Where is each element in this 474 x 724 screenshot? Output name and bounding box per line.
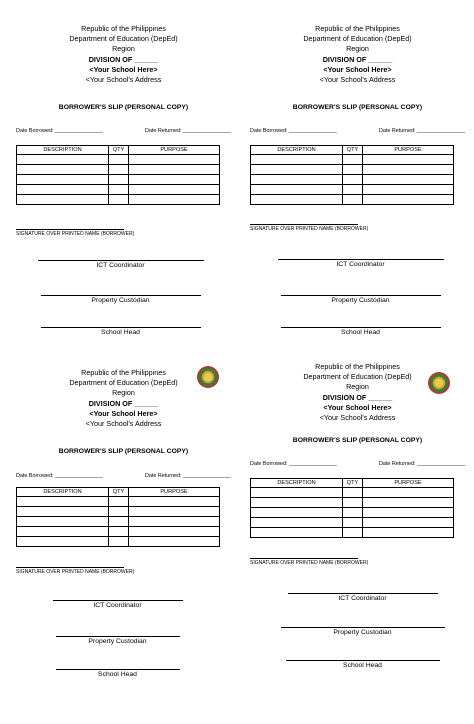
date-borrowed: Date Borrowed: ________________ <box>250 128 337 134</box>
column-purpose: PURPOSE <box>363 479 454 488</box>
letterhead <box>16 368 231 429</box>
school-address: <Your School's Address <box>319 75 396 85</box>
republic-line: Republic of the Philippines <box>315 24 400 33</box>
property-custodian-signature <box>260 627 465 636</box>
slip-title: BORROWER'S SLIP (PERSONAL COPY) <box>58 448 189 455</box>
date-fields <box>16 473 231 479</box>
republic-line: Republic of the Philippines <box>81 24 166 33</box>
table-row <box>251 185 454 195</box>
ict-coordinator-signature <box>260 593 465 602</box>
table-row <box>251 487 454 497</box>
borrower-signature-label: SIGNATURE OVER PRINTED NAME (BORROWER) <box>250 560 369 566</box>
department-line: Department of Education (DepEd) <box>303 34 412 44</box>
republic-line: Republic of the Philippines <box>81 368 166 377</box>
ict-coordinator-signature <box>256 259 465 268</box>
date-returned: Date Returned: ________________ <box>144 473 231 479</box>
ict-coordinator-signature <box>4 600 231 609</box>
items-table <box>250 145 454 205</box>
school-name: <Your School Here> <box>89 64 158 74</box>
school-head-label: School Head <box>343 662 382 669</box>
letterhead <box>16 24 231 85</box>
borrower-signature-label: SIGNATURE OVER PRINTED NAME (BORROWER) <box>250 226 369 232</box>
republic-line: Republic of the Philippines <box>315 362 400 371</box>
column-purpose: PURPOSE <box>363 146 454 155</box>
table-row <box>17 506 220 516</box>
school-address: <Your School's Address <box>85 75 162 85</box>
school-name: <Your School Here> <box>323 64 392 74</box>
table-header-row <box>251 479 454 488</box>
school-name: <Your School Here> <box>89 408 158 418</box>
table-row <box>17 164 220 174</box>
date-returned: Date Returned: ________________ <box>378 128 465 134</box>
borrower-signature <box>16 229 134 237</box>
table-row <box>251 507 454 517</box>
date-fields <box>250 461 465 467</box>
table-row <box>251 528 454 538</box>
date-returned: Date Returned: ________________ <box>144 128 231 134</box>
table-row <box>251 518 454 528</box>
department-line: Department of Education (DepEd) <box>69 378 178 388</box>
school-head-label: School Head <box>98 671 137 678</box>
property-custodian-signature <box>256 295 465 304</box>
date-fields <box>250 128 465 134</box>
property-custodian-signature <box>10 295 231 304</box>
property-custodian-label: Property Custodian <box>333 629 392 636</box>
ict-coordinator-label: ICT Coordinator <box>338 595 387 602</box>
date-fields <box>16 128 231 134</box>
items-table <box>16 145 220 205</box>
table-header-row <box>251 146 454 155</box>
division-line: DIVISION OF ______ <box>322 392 393 402</box>
column-purpose: PURPOSE <box>129 488 220 497</box>
division-line: DIVISION OF ______ <box>88 54 159 64</box>
slip-title: BORROWER'S SLIP (PERSONAL COPY) <box>292 104 423 111</box>
table-row <box>251 174 454 184</box>
table-row <box>17 537 220 547</box>
table-header-row <box>17 146 220 155</box>
school-head-label: School Head <box>101 329 140 336</box>
table-row <box>251 195 454 205</box>
column-qty: QTY <box>109 488 129 497</box>
school-head-signature <box>256 327 465 336</box>
column-description: DESCRIPTION <box>251 146 343 155</box>
borrower-signature <box>250 558 368 566</box>
ict-coordinator-signature <box>10 260 231 269</box>
table-row <box>17 185 220 195</box>
region-line: Region <box>346 382 369 392</box>
letterhead <box>250 362 465 423</box>
date-borrowed: Date Borrowed: ________________ <box>16 473 103 479</box>
column-description: DESCRIPTION <box>17 488 109 497</box>
column-qty: QTY <box>109 146 129 155</box>
table-row <box>17 516 220 526</box>
borrower-signature <box>16 567 134 575</box>
slip-title: BORROWER'S SLIP (PERSONAL COPY) <box>292 437 423 444</box>
school-head-label: School Head <box>341 329 380 336</box>
letterhead <box>250 24 465 85</box>
ict-coordinator-label: ICT Coordinator <box>93 602 142 609</box>
school-head-signature <box>10 327 231 336</box>
property-custodian-signature <box>4 636 231 645</box>
column-purpose: PURPOSE <box>129 146 220 155</box>
date-returned: Date Returned: ________________ <box>378 461 465 467</box>
table-row <box>17 527 220 537</box>
date-borrowed: Date Borrowed: ________________ <box>16 128 103 134</box>
column-description: DESCRIPTION <box>17 146 109 155</box>
department-line: Department of Education (DepEd) <box>303 372 412 382</box>
school-address: <Your School's Address <box>85 419 162 429</box>
ict-coordinator-label: ICT Coordinator <box>336 261 385 268</box>
property-custodian-label: Property Custodian <box>88 638 147 645</box>
school-name: <Your School Here> <box>323 402 392 412</box>
department-line: Department of Education (DepEd) <box>69 34 178 44</box>
date-borrowed: Date Borrowed: ________________ <box>250 461 337 467</box>
region-line: Region <box>112 388 135 398</box>
table-header-row <box>17 488 220 497</box>
column-qty: QTY <box>343 479 363 488</box>
table-row <box>17 174 220 184</box>
region-line: Region <box>346 44 369 54</box>
items-table <box>250 478 454 538</box>
column-qty: QTY <box>343 146 363 155</box>
table-row <box>251 154 454 164</box>
table-row <box>17 195 220 205</box>
borrower-signature <box>250 224 368 232</box>
table-row <box>17 496 220 506</box>
table-row <box>17 154 220 164</box>
ict-coordinator-label: ICT Coordinator <box>96 262 145 269</box>
borrower-signature-label: SIGNATURE OVER PRINTED NAME (BORROWER) <box>16 231 135 237</box>
slip-title: BORROWER'S SLIP (PERSONAL COPY) <box>58 104 189 111</box>
school-head-signature <box>4 669 231 678</box>
borrower-signature-label: SIGNATURE OVER PRINTED NAME (BORROWER) <box>16 569 135 575</box>
school-head-signature <box>260 660 465 669</box>
property-custodian-label: Property Custodian <box>91 297 150 304</box>
school-address: <Your School's Address <box>319 413 396 423</box>
items-table <box>16 487 220 547</box>
property-custodian-label: Property Custodian <box>331 297 390 304</box>
table-row <box>251 497 454 507</box>
region-line: Region <box>112 44 135 54</box>
division-line: DIVISION OF ______ <box>88 398 159 408</box>
column-description: DESCRIPTION <box>251 479 343 488</box>
table-row <box>251 164 454 174</box>
division-line: DIVISION OF ______ <box>322 54 393 64</box>
